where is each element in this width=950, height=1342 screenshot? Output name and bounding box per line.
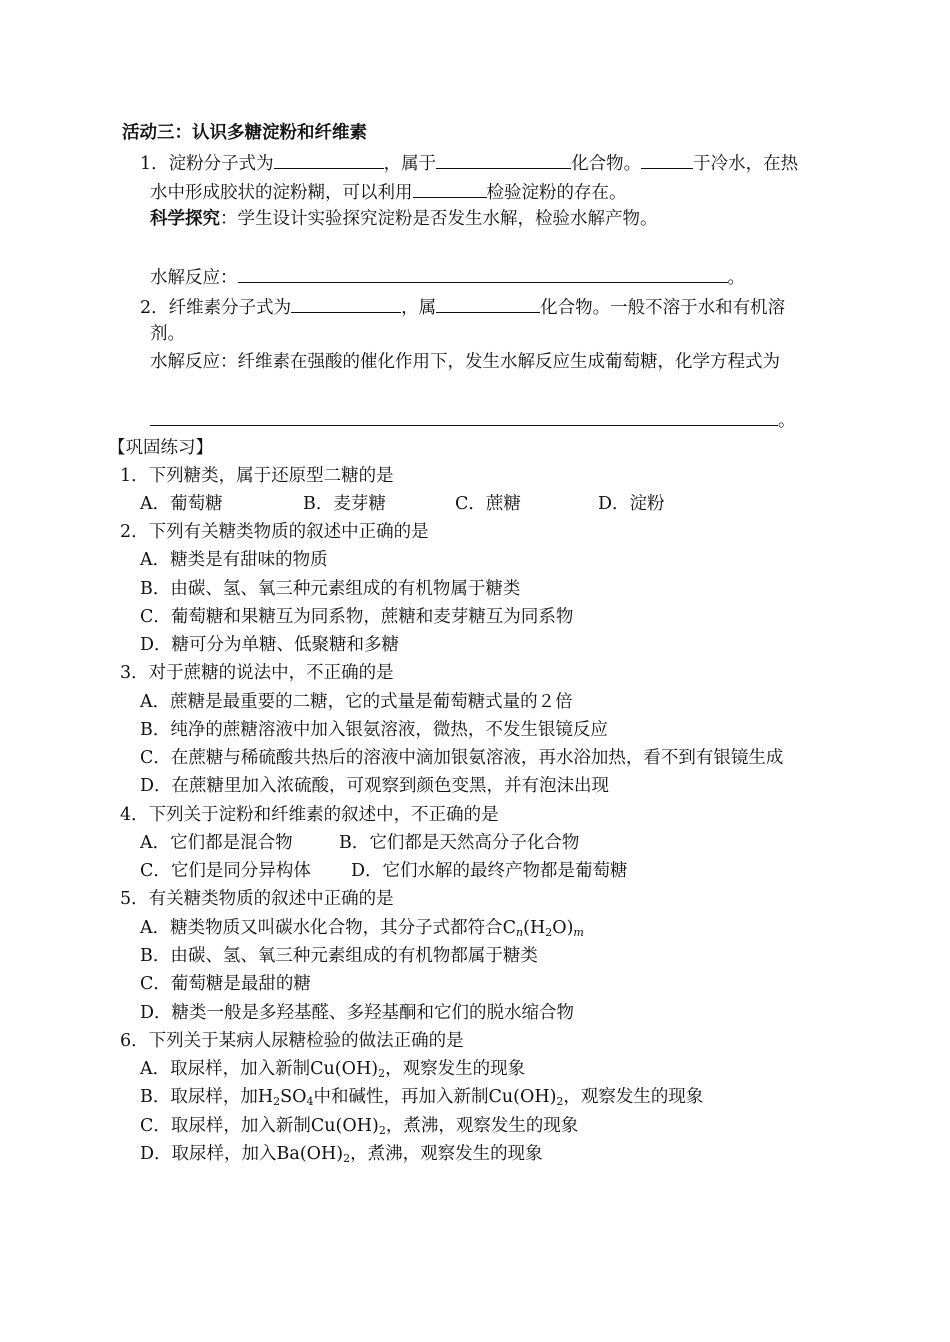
practice-q5-option-c[interactable]: C．葡萄糖是最甜的糖 [140, 974, 311, 994]
practice-q4-option-c[interactable]: C．它们是同分异构体 [140, 861, 311, 881]
q5-formula: $C_n(H_2O)_m$ [502, 918, 584, 939]
q2-blank-formula[interactable] [291, 294, 401, 313]
explore-text: ：学生设计实验探究淀粉是否发生水解，检验水解产物。 [220, 209, 658, 229]
practice-q4-option-b[interactable]: B．它们都是天然高分子化合物 [339, 833, 580, 853]
hydrolysis1-label: 水解反应： [150, 268, 238, 288]
practice-q4-option-d[interactable]: D．它们水解的最终产物都是葡萄糖 [351, 861, 628, 881]
hydrolysis2-period: 。 [778, 411, 796, 431]
q2-number: 2． [140, 298, 169, 318]
practice-q1-option-a[interactable]: A．葡萄糖 [140, 494, 223, 514]
q1-line2-text-a: 水中形成胶状的淀粉糊，可以利用 [150, 183, 413, 203]
q2-text-c: 化合物。一般不溶于水和有机溶 [540, 298, 786, 318]
explore-line [150, 207, 658, 231]
practice-q5-stem: 5．有关糖类物质的叙述中正确的是 [120, 889, 394, 909]
q2-line1 [140, 294, 785, 320]
practice-q1-stem: 1．下列糖类，属于还原型二糖的是 [120, 466, 394, 486]
q1-text-a: 淀粉分子式为 [168, 154, 274, 174]
q2-line2: 剂。 [150, 324, 185, 344]
q1-line1 [140, 150, 798, 176]
practice-q2-option-b[interactable]: B．由碳、氢、氧三种元素组成的有机物属于糖类 [140, 579, 521, 599]
practice-q4-stem: 4．下列关于淀粉和纤维素的叙述中，不正确的是 [120, 805, 499, 825]
q1-text-c: 化合物。 [571, 154, 642, 174]
practice-q6-option-a[interactable]: A．取尿样，加入新制$Cu(OH)_2$，观察发生的现象 [140, 1059, 526, 1080]
practice-q1-option-b[interactable]: B．麦芽糖 [303, 494, 386, 514]
hydrolysis2-blank[interactable] [150, 407, 778, 426]
practice-q6-stem: 6．下列关于某病人尿糖检验的做法正确的是 [120, 1031, 464, 1051]
q1-line2-text-b: 检验淀粉的存在。 [486, 183, 627, 203]
q1-line2 [150, 179, 627, 205]
practice-q5-option-b[interactable]: B．由碳、氢、氧三种元素组成的有机物都属于糖类 [140, 946, 538, 966]
hydrolysis1-period: 。 [727, 268, 745, 288]
hydrolysis1-blank[interactable] [238, 264, 728, 283]
practice-title: 【巩固练习】 [108, 438, 213, 458]
practice-q2-option-c[interactable]: C．葡萄糖和果糖互为同系物，蔗糖和麦芽糖互为同系物 [140, 607, 574, 627]
hydrolysis1-line [150, 264, 745, 290]
hydrolysis2-line [150, 407, 796, 433]
q5-option-a-text: A．糖类物质又叫碳水化合物，其分子式都符合 [140, 918, 503, 938]
practice-q3-option-d[interactable]: D．在蔗糖里加入浓硫酸，可观察到颜色变黑，并有泡沫出现 [140, 776, 610, 796]
practice-q3-option-b[interactable]: B．纯净的蔗糖溶液中加入银氨溶液，微热，不发生银镜反应 [140, 720, 608, 740]
q1-blank-formula[interactable] [274, 150, 384, 169]
q1-blank-solubility[interactable] [641, 150, 693, 169]
explore-label: 科学探究 [150, 209, 220, 229]
q1-text-b: ，属于 [383, 154, 437, 174]
practice-q2-stem: 2．下列有关糖类物质的叙述中正确的是 [120, 522, 429, 542]
q1-text-d: 于冷水，在热 [693, 154, 799, 174]
practice-q3-option-a[interactable]: A．蔗糖是最重要的二糖，它的式量是葡萄糖式量的２倍 [140, 692, 573, 712]
q6-option-a-text: A．取尿样，加入新制 [140, 1059, 311, 1079]
q1-blank-type[interactable] [436, 150, 571, 169]
activity-title: 活动三：认识多糖淀粉和纤维素 [122, 123, 367, 143]
practice-q6-option-b[interactable]: B．取尿样，加$H_2SO_4$中和碱性，再加入新制$Cu(OH)_2$，观察发生的现象 [140, 1087, 704, 1108]
q6-option-b-text: B．取尿样，加 [140, 1087, 258, 1107]
q2-text-b: ，属 [401, 298, 437, 318]
practice-q6-option-c[interactable]: C．取尿样，加入新制$Cu(OH)_2$，煮沸，观察发生的现象 [140, 1116, 579, 1137]
q6-option-d-text: D．取尿样，加入 [140, 1144, 277, 1164]
q2-text-a: 纤维素分子式为 [168, 298, 292, 318]
q1-number: 1． [140, 154, 169, 174]
practice-q6-option-d[interactable]: D．取尿样，加入$Ba(OH)_2$，煮沸，观察发生的现象 [140, 1144, 543, 1165]
practice-q4-option-a[interactable]: A．它们都是混合物 [140, 833, 293, 853]
practice-q5-option-d[interactable]: D．糖类一般是多羟基醛、多羟基酮和它们的脱水缩合物 [140, 1003, 575, 1023]
practice-q2-option-d[interactable]: D．糖可分为单糖、低聚糖和多糖 [140, 635, 400, 655]
practice-q3-stem: 3．对于蔗糖的说法中，不正确的是 [120, 663, 394, 683]
q2-blank-type[interactable] [436, 294, 540, 313]
q1-blank-reagent[interactable] [413, 179, 487, 198]
q6-option-c-text: C．取尿样，加入新制 [140, 1116, 311, 1136]
practice-q2-option-a[interactable]: A．糖类是有甜味的物质 [140, 550, 328, 570]
practice-q1-option-c[interactable]: C．蔗糖 [455, 494, 521, 514]
practice-q3-option-c[interactable]: C．在蔗糖与稀硫酸共热后的溶液中滴加银氨溶液，再水浴加热，看不到有银镜生成 [140, 748, 784, 768]
q2-line3: 水解反应：纤维素在强酸的催化作用下，发生水解反应生成葡萄糖，化学方程式为 [150, 352, 780, 372]
practice-q1-option-d[interactable]: D．淀粉 [598, 494, 665, 514]
practice-q5-option-a[interactable] [140, 916, 584, 940]
